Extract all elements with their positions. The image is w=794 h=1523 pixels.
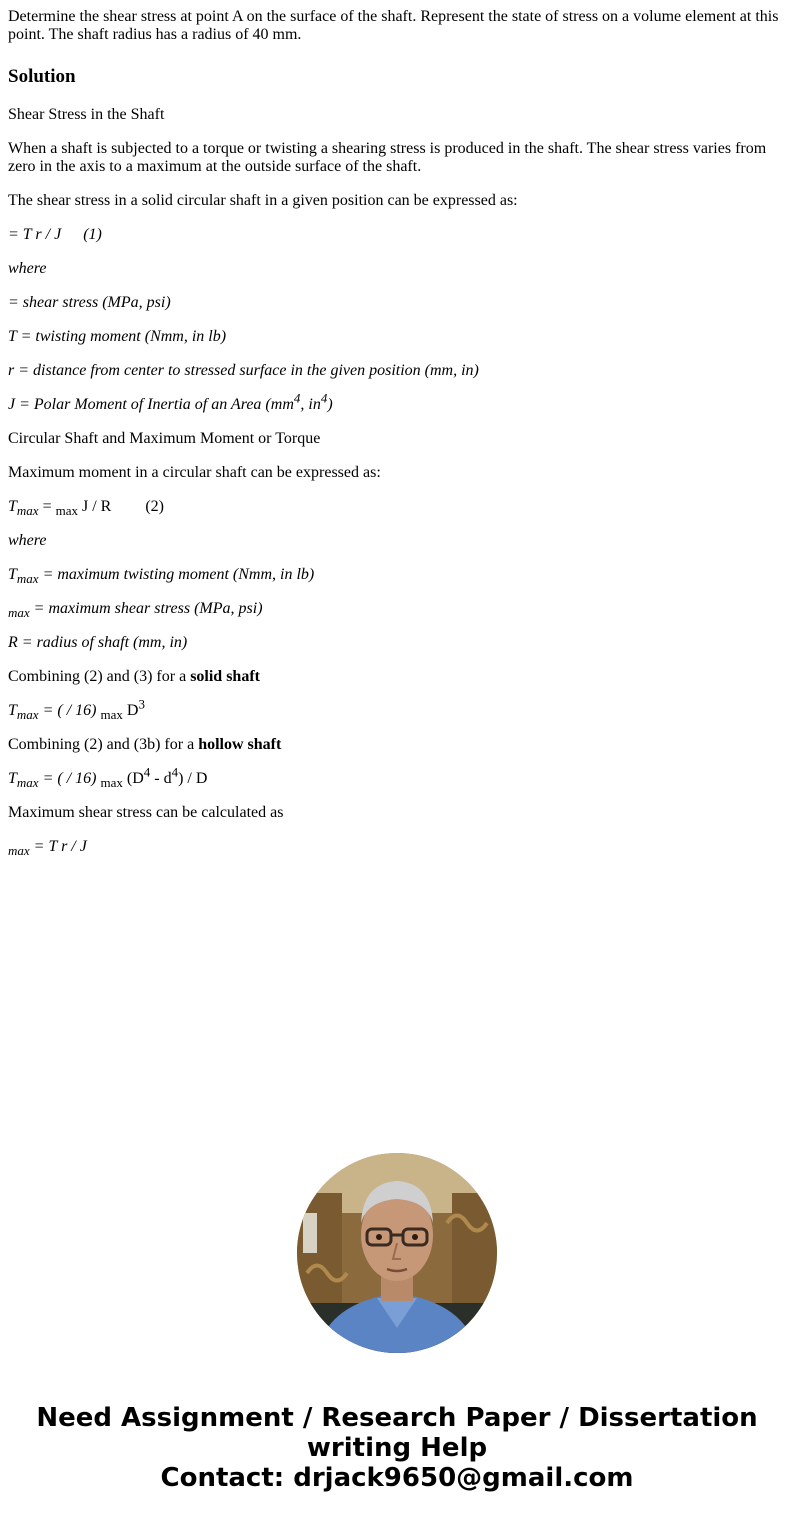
solution-heading: Solution bbox=[8, 66, 76, 87]
definition-shear-stress: = shear stress (MPa, psi) bbox=[8, 294, 171, 311]
definition-radius: R = radius of shaft (mm, in) bbox=[8, 634, 188, 651]
where-label-1: where bbox=[8, 260, 47, 277]
equation-2-number: (2) bbox=[145, 498, 164, 515]
equation-5: $_{max}$ = T r / J bbox=[8, 838, 87, 859]
document-body bbox=[8, 8, 786, 872]
definition-max-shear-stress: $_{max}$ = maximum shear stress (MPa, psi) bbox=[8, 600, 263, 621]
section-title-shear-stress: Shear Stress in the Shaft bbox=[8, 106, 165, 123]
combine-solid-shaft: Combining (2) and (3) for a solid shaft bbox=[8, 668, 260, 685]
equation-1-body: = T r / J bbox=[8, 226, 62, 243]
definition-max-twisting-moment: $T_{max}$ = maximum twisting moment (Nmm, in lb) bbox=[8, 566, 315, 587]
definition-twisting-moment: T = twisting moment (Nmm, in lb) bbox=[8, 328, 227, 345]
definition-distance: r = distance from center to stressed surface in the given position (mm, in) bbox=[8, 362, 479, 379]
author-avatar bbox=[297, 1153, 497, 1353]
definition-polar-moment: J = Polar Moment of Inertia of an Area ($mm^4$, $in^4$) bbox=[8, 390, 333, 413]
equation-4: $T_{max}$ = ( / 16) $_{max}$ $(D^4 - d^4)$ / D bbox=[8, 764, 208, 791]
paragraph-max-shear: Maximum shear stress can be calculated as bbox=[8, 804, 284, 821]
paragraph-shear-intro: When a shaft is subjected to a torque or twisting a shearing stress is produced in the shaft. The shear stress varies from zero in the axis to a maximum at the outside surface of the shaft. bbox=[8, 140, 767, 175]
equation-2: $T_{max} = _{max}$ J / R (2) bbox=[8, 498, 164, 519]
paragraph-shear-expression: The shear stress in a solid circular shaft in a given position can be expressed as: bbox=[8, 192, 518, 209]
question-text: Determine the shear stress at point A on the surface of the shaft. Represent the state of stress on a volume element at this point. The shaft radius has a radius of 40 mm. bbox=[8, 8, 779, 43]
promo-banner bbox=[0, 1403, 794, 1493]
combine-hollow-shaft: Combining (2) and (3b) for a hollow shaft bbox=[8, 736, 282, 753]
section-title-max-moment: Circular Shaft and Maximum Moment or Torque bbox=[8, 430, 321, 447]
paragraph-max-moment: Maximum moment in a circular shaft can be expressed as: bbox=[8, 464, 381, 481]
promo-contact: Contact: drjack9650@gmail.com bbox=[160, 1463, 634, 1493]
where-label-2: where bbox=[8, 532, 47, 549]
equation-1 bbox=[8, 226, 786, 244]
equation-3: $T_{max}$ = ( / 16) $_{max}$ $D^3$ bbox=[8, 696, 145, 723]
equation-1-number: (1) bbox=[83, 226, 102, 243]
promo-line-2: writing Help bbox=[306, 1433, 488, 1463]
author-portrait-image bbox=[297, 1153, 497, 1353]
promo-line-1: Need Assignment / Research Paper / Dissertation bbox=[36, 1403, 758, 1433]
